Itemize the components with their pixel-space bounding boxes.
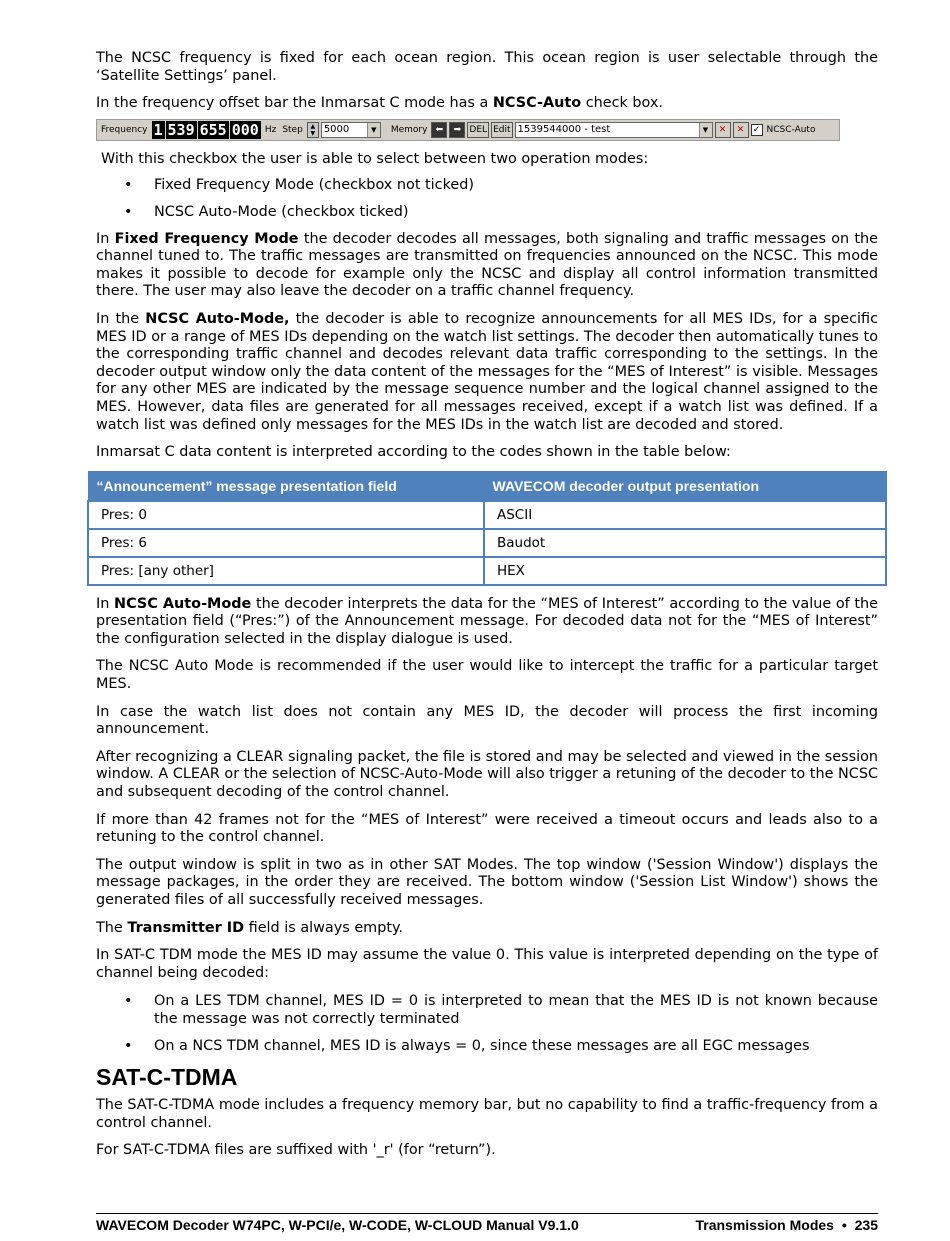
arrow-right-icon[interactable]: ➡ <box>449 122 465 138</box>
text: field is always empty. <box>244 919 404 936</box>
frequency-label: Frequency <box>101 124 148 135</box>
bold-text: Transmitter ID <box>127 919 245 936</box>
paragraph: The NCSC Auto Mode is recommended if the user would like to intercept the traffic for a particular target MES. <box>96 658 878 693</box>
table-row <box>88 501 886 529</box>
bold-text: NCSC Auto-Mode <box>114 595 252 612</box>
paragraph <box>96 920 878 938</box>
frequency-digit-group[interactable]: 000 <box>231 120 259 139</box>
bullet-list <box>96 177 878 221</box>
satellite-icon[interactable]: ✕ <box>715 122 731 138</box>
frequency-digit-group[interactable]: 539 <box>167 120 195 139</box>
list-item-text: On a NCS TDM channel, MES ID is always = 0, since these messages are all EGC messages <box>154 1037 810 1054</box>
text: check box. <box>581 95 663 112</box>
paragraph: After recognizing a CLEAR signaling packet, the file is stored and may be selected and viewed in the session window. A CLEAR or the selection of NCSC-Auto-Mode will also trigger a retuning of the decoder to the NCSC and subsequent decoding of the control channel. <box>96 748 878 801</box>
list-item <box>96 993 878 1028</box>
memory-value: 1539544000 - test <box>517 124 611 136</box>
list-item <box>96 177 878 195</box>
section-name: Transmission Modes <box>695 1217 834 1233</box>
table-cell: Pres: 6 <box>88 529 484 557</box>
paragraph <box>96 95 878 113</box>
bullet-icon: • <box>124 993 133 1010</box>
text: the decoder is able to recognize announcements for all MES IDs, for a specific MES ID or a range of MES IDs depending on the watch list settings. The decoder then automatically tunes to the corresponding traffic channel and decodes relevant data traffic corresponding to the settings. In the decoder output window only the data content of the messages for the “MES of Interest” is visible. Messages for any other MES are indicated by the message sequence number and the logical channel assigned to the MES. However, data files are generated for all messages received, except if a watch list was defined. If a watch list was defined only messages for the MES IDs in the watch list are decoded and stored. <box>96 310 878 433</box>
memory-label: Memory <box>390 124 428 135</box>
frequency-digit-group[interactable]: 1 <box>153 120 163 139</box>
list-item-text: On a LES TDM channel, MES ID = 0 is interpreted to mean that the MES ID is not known because the message was not correctly terminated <box>154 993 878 1027</box>
step-spinner[interactable] <box>307 122 319 138</box>
paragraph <box>96 231 878 301</box>
paragraph: With this checkbox the user is able to select between two operation modes: <box>101 150 649 167</box>
arrow-left-icon[interactable]: ⬅ <box>431 122 447 138</box>
frequency-display[interactable] <box>152 121 261 139</box>
chevron-down-icon[interactable]: ▼ <box>699 123 712 137</box>
page-number: 235 <box>854 1217 878 1233</box>
spin-down-icon[interactable]: ▼ <box>310 129 316 137</box>
step-select[interactable] <box>321 122 381 138</box>
footer-right <box>695 1217 878 1233</box>
bullet-icon: • <box>841 1217 847 1233</box>
text: In the frequency offset bar the Inmarsat C mode has a <box>96 95 493 112</box>
text: In <box>96 230 115 247</box>
table-row <box>88 557 886 585</box>
step-label: Step <box>282 124 303 135</box>
text: The <box>96 919 128 936</box>
table-cell: HEX <box>484 557 886 585</box>
bullet-list <box>96 993 878 1055</box>
manual-title: WAVECOM Decoder W74PC, W-PCI/e, W-CODE, W-CLOUD Manual V9.1.0 <box>96 1217 579 1233</box>
table-cell: Pres: 0 <box>88 501 484 529</box>
hz-label: Hz <box>264 124 277 135</box>
page-footer <box>96 1217 878 1233</box>
paragraph: The output window is split in two as in other SAT Modes. The top window ('Session Window') displays the message packages, in the order they are received. The bottom window ('Session List Window') shows the generated files of all successfully received messages. <box>96 856 878 908</box>
chevron-down-icon[interactable]: ▼ <box>367 123 380 137</box>
table-cell: ASCII <box>484 501 886 529</box>
memory-select[interactable] <box>515 122 713 138</box>
text: In <box>96 595 115 612</box>
satellite-off-icon[interactable]: ✕ <box>733 122 749 138</box>
column-header: “Announcement” message presentation field <box>88 471 484 501</box>
text: In the <box>96 310 146 327</box>
bullet-icon: • <box>124 203 133 220</box>
paragraph <box>96 311 878 434</box>
bold-text: Fixed Frequency Mode <box>114 230 299 247</box>
text: the decoder interprets the data for the “MES of Interest” according to the value of the presentation field (“Pres:”) of the Announcement message. For decoded data not for the “MES of Interest” the configuration selected in the display dialogue is used. <box>96 595 878 647</box>
table-header-row <box>88 471 886 501</box>
delete-button[interactable]: DEL <box>467 122 489 138</box>
frequency-digit-group[interactable]: 655 <box>199 120 227 139</box>
paragraph: For SAT-C-TDMA files are suffixed with '_r' (for “return”). <box>96 1142 496 1159</box>
table-row <box>88 529 886 557</box>
paragraph: The SAT-C-TDMA mode includes a frequency memory bar, but no capability to find a traffic-frequency from a control channel. <box>96 1097 878 1131</box>
page-content <box>96 50 878 1160</box>
table-cell: Baudot <box>484 529 886 557</box>
bold-text: NCSC-Auto <box>492 95 582 112</box>
paragraph <box>96 596 878 649</box>
bullet-icon: • <box>124 1037 133 1054</box>
spin-up-icon[interactable]: ▲ <box>310 122 316 130</box>
edit-button[interactable]: Edit <box>491 122 512 138</box>
footer-divider <box>96 1213 878 1214</box>
ncsc-auto-checkbox[interactable]: ✓ <box>751 124 763 136</box>
step-value: 5000 <box>323 124 350 136</box>
paragraph: Inmarsat C data content is interpreted according to the codes shown in the table below: <box>96 444 731 461</box>
bullet-icon: • <box>124 177 133 194</box>
list-item <box>96 1038 878 1056</box>
column-header: WAVECOM decoder output presentation <box>484 471 886 501</box>
section-heading: SAT-C-TDMA <box>96 1064 238 1091</box>
presentation-table <box>87 471 887 586</box>
list-item <box>96 204 878 222</box>
list-item-text: NCSC Auto-Mode (checkbox ticked) <box>154 203 409 220</box>
paragraph: In case the watch list does not contain any MES ID, the decoder will process the first incoming announcement. <box>96 703 878 738</box>
ncsc-auto-label: NCSC-Auto <box>766 124 816 135</box>
paragraph: In SAT-C TDM mode the MES ID may assume the value 0. This value is interpreted depending on the type of channel being decoded: <box>96 947 878 981</box>
paragraph: The NCSC frequency is fixed for each ocean region. This ocean region is user selectable through the ‘Satellite Settings’ panel. <box>96 50 878 84</box>
list-item-text: Fixed Frequency Mode (checkbox not ticked) <box>154 177 475 194</box>
text: the decoder decodes all messages, both signaling and traffic messages on the channel tuned to. The traffic messages are transmitted on frequencies announced on the NCSC. This mode makes it possible to decode for example only the NCSC and display all control information transmitted there. The user may also leave the decoder on a traffic channel frequency. <box>96 230 878 300</box>
table-cell: Pres: [any other] <box>88 557 484 585</box>
frequency-offset-bar <box>96 119 840 141</box>
paragraph: If more than 42 frames not for the “MES of Interest” were received a timeout occurs and leads also to a retuning to the control channel. <box>96 811 878 846</box>
bold-text: NCSC Auto-Mode, <box>145 310 290 327</box>
